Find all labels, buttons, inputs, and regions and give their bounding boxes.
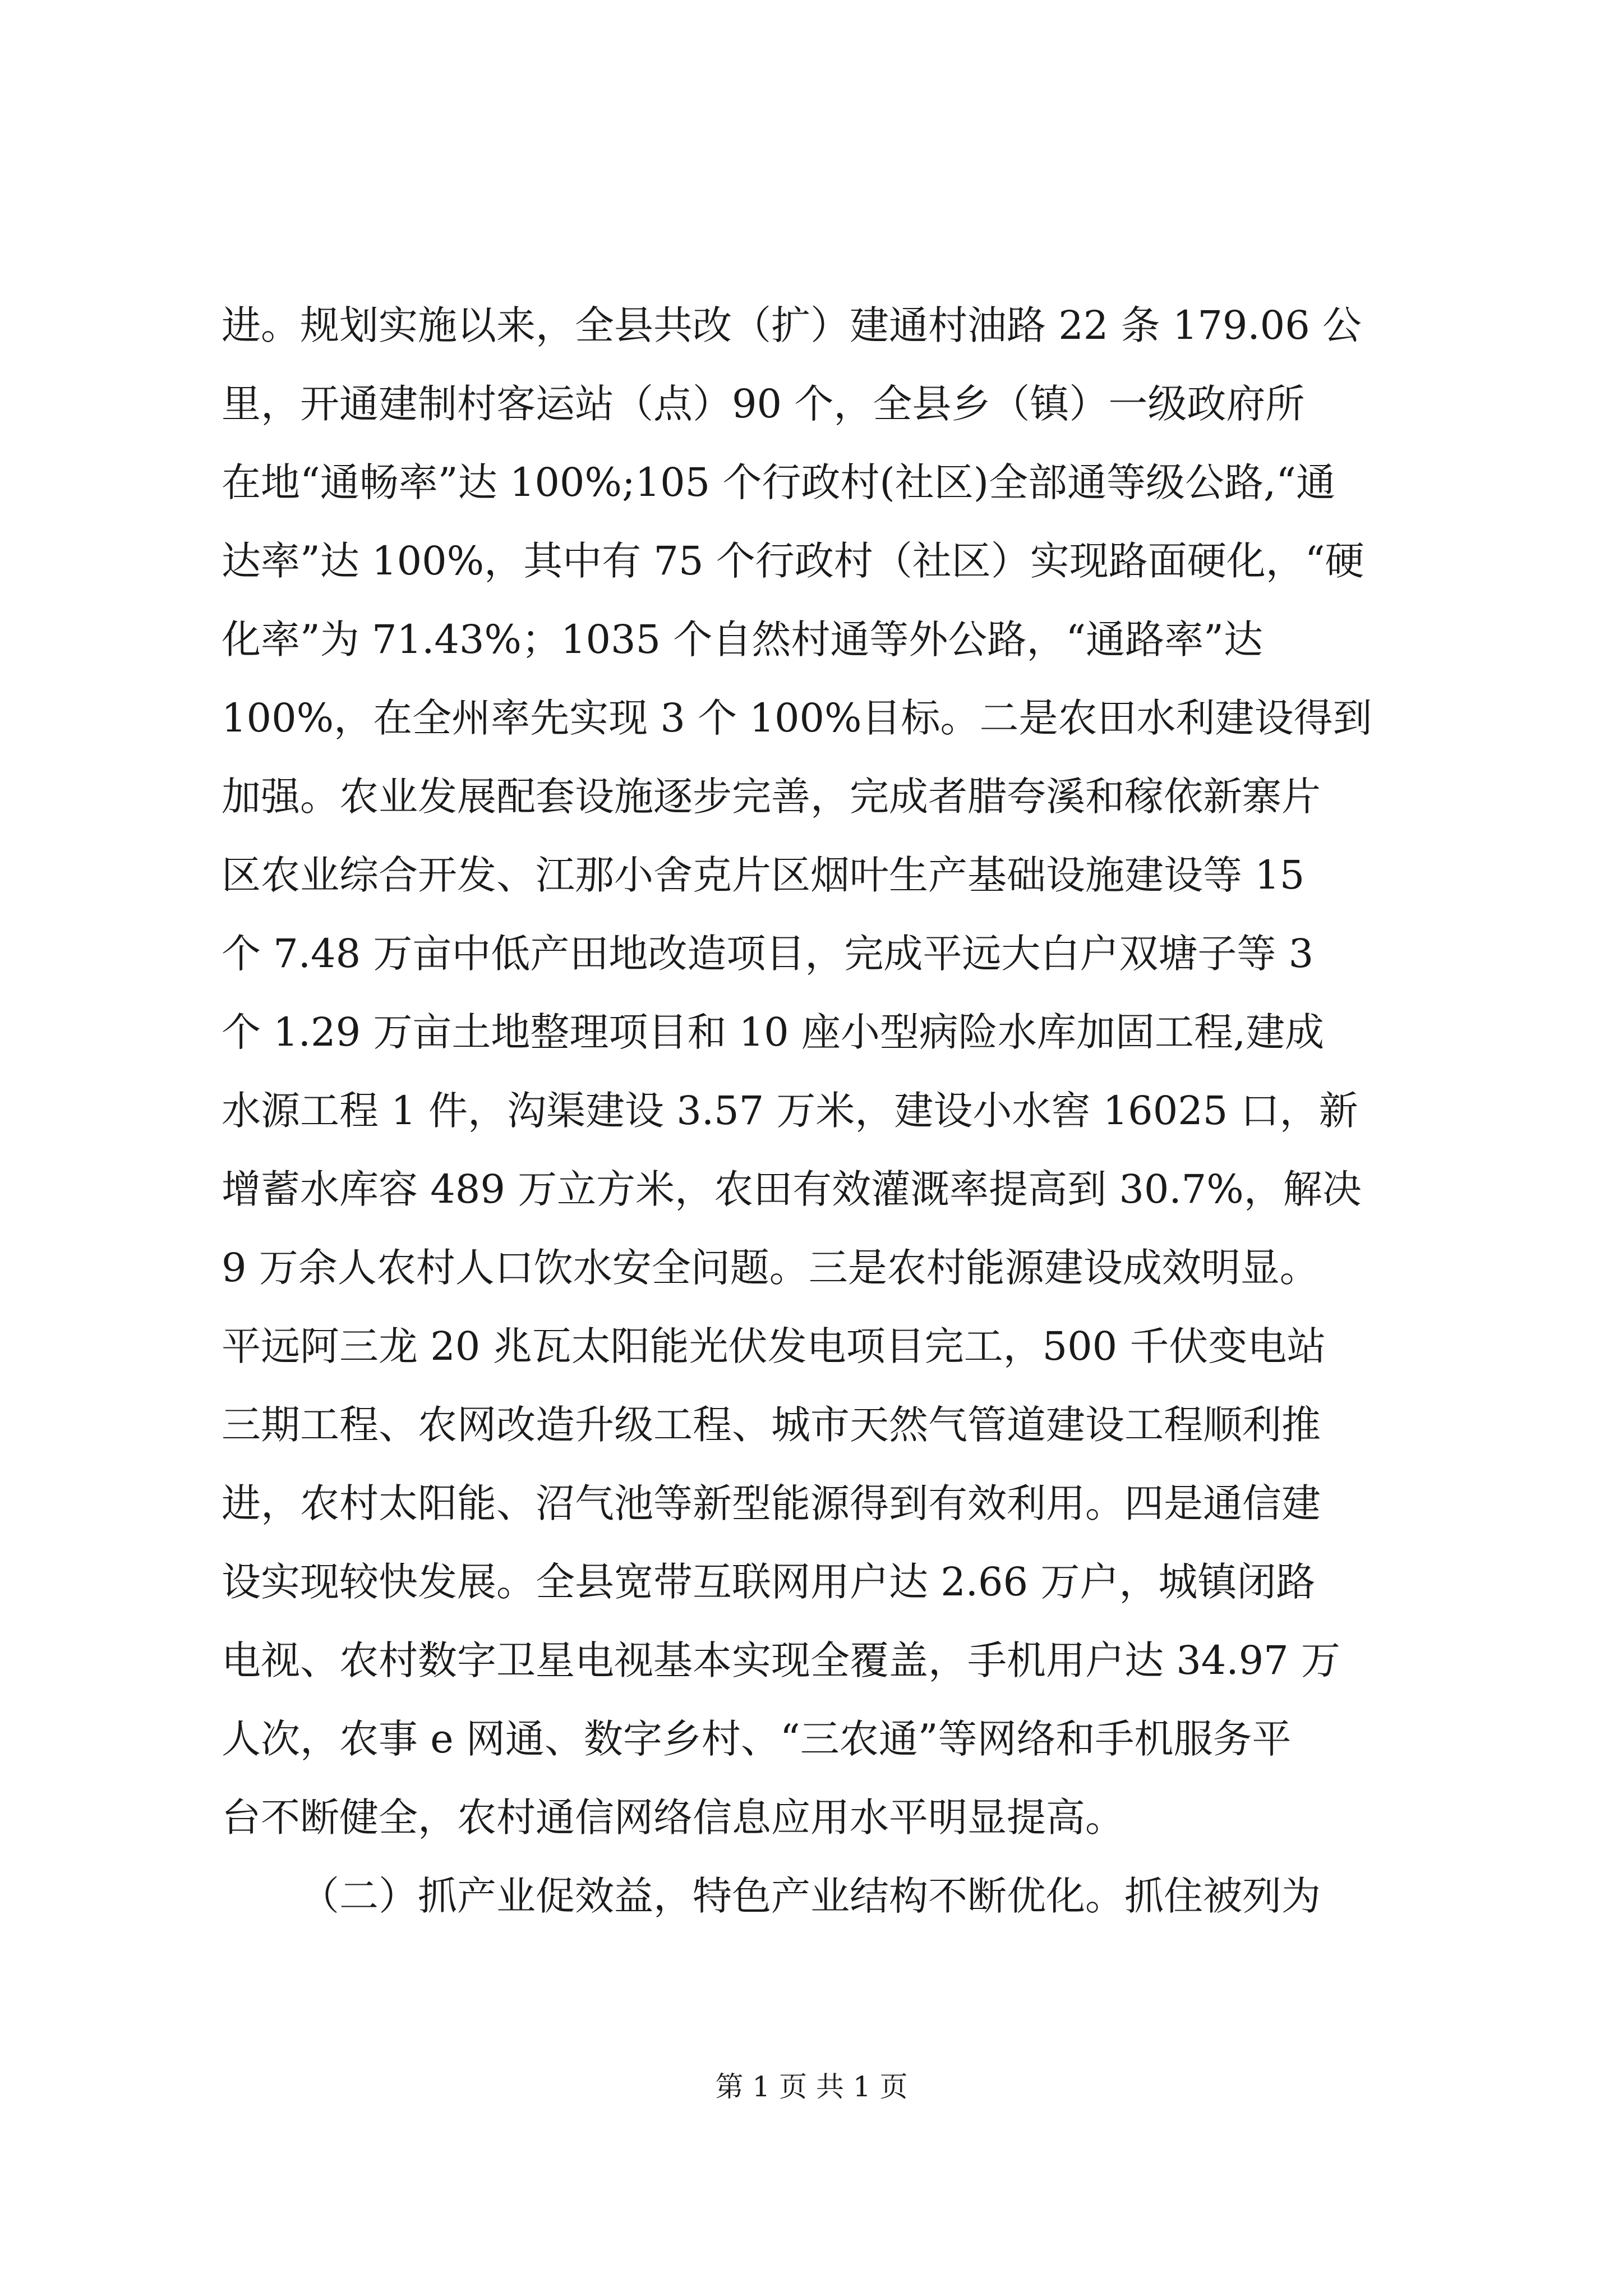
text-line: 设实现较快发展。全县宽带互联网用户达 2.66 万户，城镇闭路 (222, 1559, 1316, 1605)
page-footer: 第 1 页 共 1 页 (715, 2070, 908, 2103)
text-line: 化率”为 71.43%；1035 个自然村通等外公路，“通路率”达 (222, 616, 1263, 662)
text-line: 进。规划实施以来，全县共改（扩）建通村油路 22 条 179.06 公 (222, 302, 1362, 348)
text-line: 区农业综合开发、江那小舍克片区烟叶生产基础设施建设等 15 (222, 852, 1305, 898)
text-line: 个 7.48 万亩中低产田地改造项目，完成平远大白户双塘子等 3 (222, 931, 1314, 977)
text-line: 增蓄水库容 489 万立方米，农田有效灌溉率提高到 30.7%，解决 (222, 1166, 1362, 1212)
text-line: 个 1.29 万亩土地整理项目和 10 座小型病险水库加固工程,建成 (222, 1009, 1325, 1055)
text-line: 9 万余人农村人口饮水安全问题。三是农村能源建设成效明显。 (222, 1245, 1319, 1291)
text-line: 电视、农村数字卫星电视基本实现全覆盖，手机用户达 34.97 万 (222, 1637, 1340, 1683)
text-line: 进，农村太阳能、沼气池等新型能源得到有效利用。四是通信建 (222, 1480, 1321, 1526)
text-line: 水源工程 1 件，沟渠建设 3.57 万米，建设小水窖 16025 口，新 (222, 1088, 1358, 1134)
body-text (222, 286, 1422, 1935)
text-line: 三期工程、农网改造升级工程、城市天然气管道建设工程顺利推 (222, 1402, 1321, 1448)
section-heading-line: （二）抓产业促效益，特色产业结构不断优化。抓住被列为 (300, 1873, 1321, 1919)
text-line: 平远阿三龙 20 兆瓦太阳能光伏发电项目完工，500 千伏变电站 (222, 1323, 1326, 1369)
text-line: 在地“通畅率”达 100%;105 个行政村(社区)全部通等级公路,“通 (222, 459, 1336, 505)
text-line: 100%，在全州率先实现 3 个 100%目标。二是农田水利建设得到 (222, 695, 1372, 741)
text-line: 加强。农业发展配套设施逐步完善，完成者腊夸溪和稼依新寨片 (222, 774, 1321, 820)
text-line: 台不断健全，农村通信网络信息应用水平明显提高。 (222, 1795, 1124, 1841)
text-line: 里，开通建制村客运站（点）90 个，全县乡（镇）一级政府所 (222, 381, 1305, 427)
text-line: 人次，农事 e 网通、数字乡村、“三农通”等网络和手机服务平 (222, 1716, 1292, 1762)
text-line: 达率”达 100%，其中有 75 个行政村（社区）实现路面硬化，“硬 (222, 538, 1364, 584)
